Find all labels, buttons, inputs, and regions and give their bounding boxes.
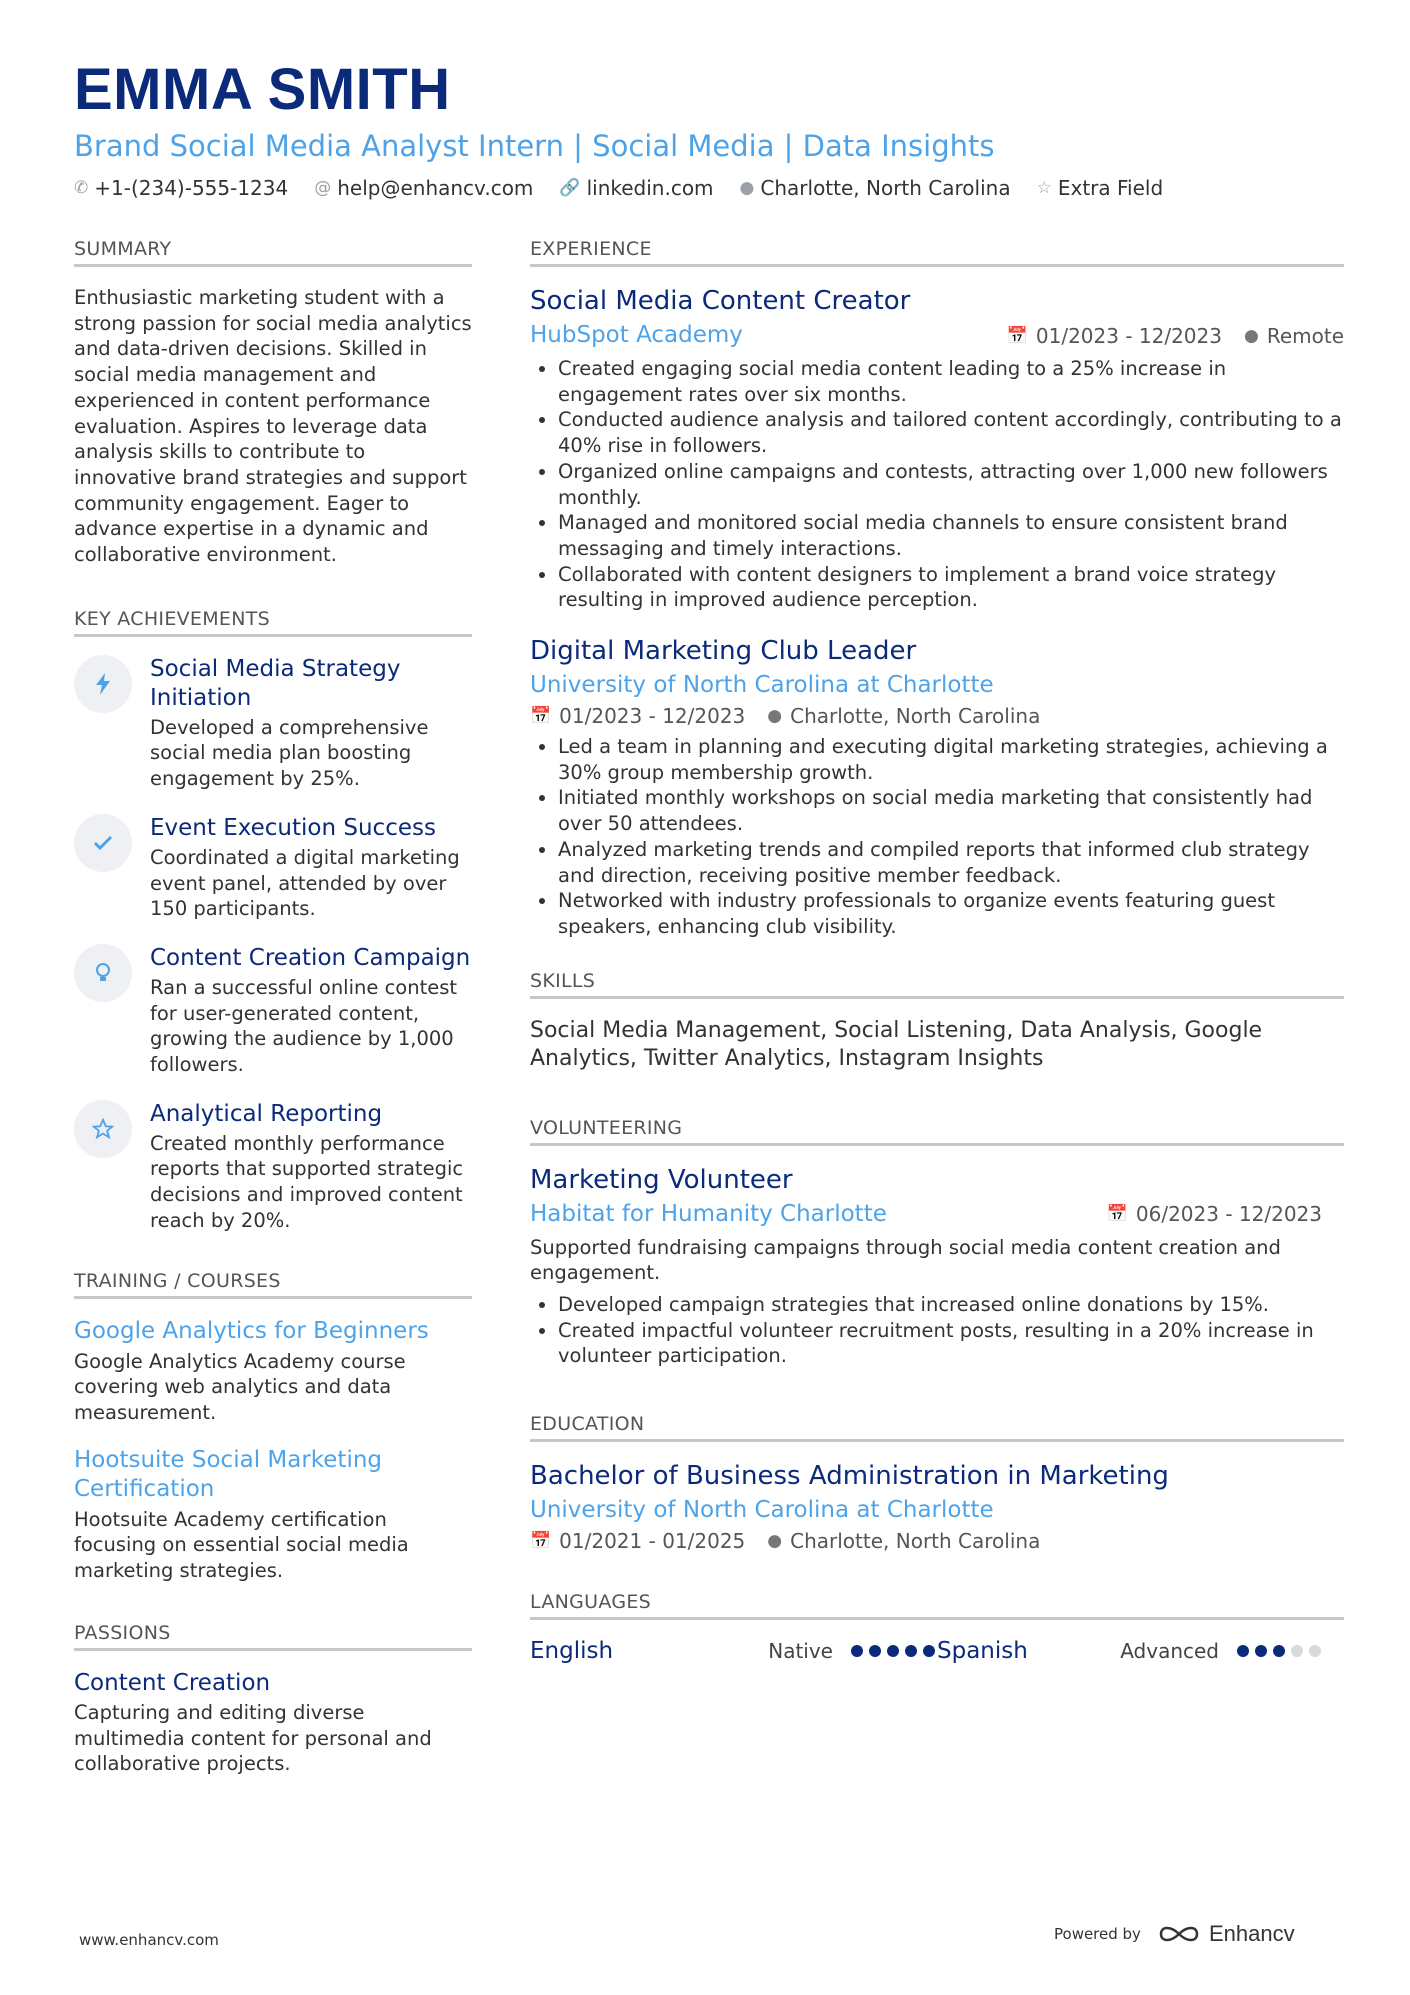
bullet-item: • Managed and monitored social media channels to ensure consistent brand messaging and timely interactions. <box>558 510 1344 561</box>
course-desc: Google Analytics Academy course covering web analytics and data measurement. <box>74 1349 406 1424</box>
volunteering-section <box>530 1117 1344 1370</box>
location-pin-icon: ● <box>1243 325 1259 346</box>
volunteer-dates: 06/2023 - 12/2023 <box>1135 1202 1322 1227</box>
language-item <box>530 1638 937 1664</box>
rating-dot <box>851 1645 863 1657</box>
resume-page <box>74 57 1344 1776</box>
bullet-item: • Networked with industry professionals to organize events featuring guest speakers, enhancing club visibility. <box>558 888 1344 939</box>
powered-by-text: Powered by <box>1054 1925 1141 1943</box>
job-location: Charlotte, North Carolina <box>790 704 1041 729</box>
phone-icon: ✆ <box>74 178 89 198</box>
volunteer-desc: Supported fundraising campaigns through social media content creation and engagement. <box>530 1235 1281 1285</box>
experience-section <box>530 238 1344 940</box>
footer-website[interactable]: www.enhancv.com <box>79 1931 219 1949</box>
company-name: HubSpot Academy <box>530 322 743 348</box>
linkedin-text: linkedin.com <box>586 176 714 200</box>
headline: Brand Social Media Analyst Intern | Social Media | Data Insights <box>74 129 995 163</box>
bullet-item: • Organized online campaigns and contests, attracting over 1,000 new followers monthly. <box>558 459 1344 510</box>
bullet-item: • Conducted audience analysis and tailored content accordingly, contributing to a 40% rise in followers. <box>558 407 1344 458</box>
contact-location <box>740 176 1011 200</box>
rating-dot <box>1309 1645 1321 1657</box>
experience-heading: EXPERIENCE <box>530 238 1344 267</box>
location-pin-icon: ● <box>739 178 755 198</box>
education-section <box>530 1413 1344 1553</box>
brand-logo[interactable] <box>1157 1921 1295 1947</box>
contact-bar <box>74 176 1344 200</box>
course-title: Google Analytics for Beginners <box>74 1317 429 1344</box>
bolt-icon <box>74 655 132 713</box>
language-name: English <box>530 1638 614 1665</box>
training-section <box>74 1270 472 1584</box>
rating-dot <box>1237 1645 1249 1657</box>
bullet-item: • Led a team in planning and executing digital marketing strategies, achieving a 30% group membership growth. <box>558 734 1344 785</box>
rating-dot <box>923 1645 935 1657</box>
calendar-icon: 📅 <box>1106 1204 1128 1225</box>
languages-heading: LANGUAGES <box>530 1591 1344 1620</box>
company-name: University of North Carolina at Charlotte <box>530 672 994 699</box>
volunteer-org: Habitat for Humanity Charlotte <box>530 1200 887 1227</box>
achievements-section <box>74 608 472 1234</box>
rating-dot <box>905 1645 917 1657</box>
job-bullets <box>530 734 1344 940</box>
achievement-item <box>74 944 472 1078</box>
passions-heading: PASSIONS <box>74 1622 472 1651</box>
rating-dot <box>1255 1645 1267 1657</box>
school-name: University of North Carolina at Charlotte <box>530 1497 994 1524</box>
phone-text: +1-(234)-555-1234 <box>94 176 289 200</box>
contact-email[interactable] <box>314 176 533 200</box>
left-column <box>74 238 472 1777</box>
achievement-desc: Ran a successful online contest for user-generated content, growing the audience by 1,000 followers. <box>150 975 458 1077</box>
skills-text: Social Media Management, Social Listening, Data Analysis, Google Analytics, Twitter Analytics, Instagram Insights <box>530 1017 1263 1071</box>
skills-section <box>530 970 1344 1073</box>
job-title: Social Media Content Creator <box>530 286 911 316</box>
achievement-title: Event Execution Success <box>150 814 436 841</box>
bullet-item: • Developed campaign strategies that increased online donations by 15%. <box>558 1292 1344 1318</box>
star-icon <box>74 1100 132 1158</box>
experience-entry <box>530 635 1344 940</box>
job-bullets <box>530 356 1344 613</box>
bullet-item: • Analyzed marketing trends and compiled reports that informed club strategy and direction, receiving positive member feedback. <box>558 837 1344 888</box>
summary-heading: SUMMARY <box>74 238 472 267</box>
achievement-item <box>74 814 472 922</box>
job-dates: 01/2023 - 12/2023 <box>1035 323 1222 348</box>
job-location: Remote <box>1266 323 1344 348</box>
bullet-item: • Created impactful volunteer recruitment posts, resulting in a 20% increase in volunteer participation. <box>558 1318 1344 1369</box>
rating-dot <box>1291 1645 1303 1657</box>
languages-section <box>530 1591 1344 1664</box>
achievement-desc: Coordinated a digital marketing event panel, attended by over 150 participants. <box>150 845 460 921</box>
rating-dot <box>887 1645 899 1657</box>
achievement-title: Analytical Reporting <box>150 1100 383 1127</box>
summary-text: Enthusiastic marketing student with a strong passion for social media analytics and data-driven decisions. Skilled in social media management and experienced in content performance evaluation. Aspires to leverage data analysis skills to contribute to innovative brand strategies and support community engagement. Eager to advance expertise in a dynamic and collaborative environment. <box>74 286 472 567</box>
candidate-name: EMMA SMITH <box>74 57 451 122</box>
contact-phone[interactable] <box>74 176 288 200</box>
summary-section <box>74 238 472 568</box>
email-text: help@enhancv.com <box>337 176 534 200</box>
check-icon <box>74 814 132 872</box>
job-title: Digital Marketing Club Leader <box>530 636 917 667</box>
achievement-desc: Created monthly performance reports that supported strategic decisions and improved content reach by 20%. <box>150 1131 464 1232</box>
achievement-title: Social Media Strategy Initiation <box>150 655 401 711</box>
right-column <box>530 238 1344 1777</box>
language-level: Native <box>768 1639 833 1664</box>
contact-extra <box>1037 176 1164 200</box>
extra-text: Extra Field <box>1057 176 1164 200</box>
rating-dot <box>1273 1645 1285 1657</box>
rating-dot <box>869 1645 881 1657</box>
language-item <box>937 1638 1344 1664</box>
passion-title: Content Creation <box>74 1669 271 1696</box>
volunteer-role: Marketing Volunteer <box>530 1164 793 1195</box>
brand-name: Enhancv <box>1208 1921 1295 1946</box>
language-name: Spanish <box>937 1638 1028 1665</box>
volunteer-bullets <box>530 1292 1344 1369</box>
footer-branding <box>1054 1921 1295 1947</box>
training-heading: TRAINING / COURSES <box>74 1270 472 1299</box>
lightbulb-icon <box>74 944 132 1002</box>
passion-desc: Capturing and editing diverse multimedia content for personal and collaborative projects. <box>74 1700 432 1776</box>
at-icon: @ <box>314 178 332 198</box>
content-columns <box>74 238 1344 1777</box>
volunteering-heading: VOLUNTEERING <box>530 1117 1344 1146</box>
bullet-item: • Collaborated with content designers to implement a brand voice strategy resulting in improved audience perception. <box>558 562 1344 613</box>
degree-title: Bachelor of Business Administration in Marketing <box>530 1461 1169 1492</box>
language-rating <box>1237 1645 1321 1657</box>
bullet-item: • Created engaging social media content leading to a 25% increase in engagement rates over six months. <box>558 356 1344 407</box>
calendar-icon: 📅 <box>1006 325 1028 346</box>
course-desc: Hootsuite Academy certification focusing on essential social media marketing strategies. <box>74 1507 409 1583</box>
language-level: Advanced <box>1120 1639 1219 1664</box>
achievement-desc: Developed a comprehensive social media plan boosting engagement by 25%. <box>150 715 429 791</box>
passions-section <box>74 1622 472 1777</box>
education-dates: 01/2021 - 01/2025 <box>559 1529 746 1554</box>
achievement-item <box>74 1100 472 1234</box>
skills-heading: SKILLS <box>530 970 1344 999</box>
job-dates: 01/2023 - 12/2023 <box>559 704 746 729</box>
achievement-title: Content Creation Campaign <box>150 944 471 971</box>
contact-linkedin[interactable] <box>559 176 713 200</box>
education-heading: EDUCATION <box>530 1413 1344 1442</box>
bullet-item: • Initiated monthly workshops on social media marketing that consistently had over 50 attendees. <box>558 785 1344 836</box>
language-rating <box>851 1645 935 1657</box>
experience-entry <box>530 285 1344 613</box>
link-icon: 🔗 <box>559 178 581 198</box>
education-location: Charlotte, North Carolina <box>790 1529 1041 1554</box>
location-text: Charlotte, North Carolina <box>760 176 1011 200</box>
calendar-icon: 📅 <box>530 1531 552 1552</box>
calendar-icon: 📅 <box>530 706 552 727</box>
infinity-logo-icon <box>1157 1922 1201 1946</box>
course-title: Hootsuite Social Marketing Certification <box>74 1446 383 1502</box>
achievement-item <box>74 655 472 792</box>
location-pin-icon: ● <box>767 706 783 727</box>
star-outline-icon: ☆ <box>1036 178 1052 198</box>
location-pin-icon: ● <box>767 1531 783 1552</box>
achievements-heading: KEY ACHIEVEMENTS <box>74 608 472 637</box>
